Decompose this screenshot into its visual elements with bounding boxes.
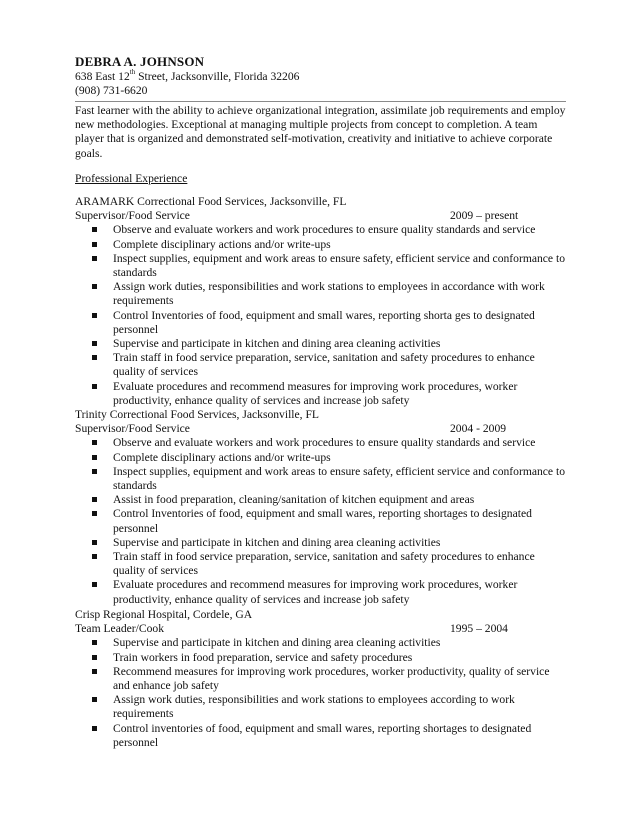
duty-item (75, 280, 566, 308)
duty-item (75, 436, 566, 450)
duty-item (75, 309, 566, 337)
duty-item (75, 380, 566, 408)
duty-item (75, 351, 566, 379)
job-company: ARAMARK Correctional Food Services, Jacksonville, FL (75, 195, 347, 208)
job-company: Trinity Correctional Food Services, Jacksonville, FL (75, 408, 319, 421)
square-bullet-icon (92, 669, 97, 674)
job-title-row (75, 422, 566, 436)
address-ordinal-suffix: th (129, 68, 136, 77)
duty-item (75, 252, 566, 280)
duty-item (75, 337, 566, 351)
section-heading: Professional Experience (75, 172, 188, 185)
square-bullet-icon (92, 497, 97, 502)
duty-item (75, 507, 566, 535)
duty-text: Assign work duties, responsibilities and work stations to employees according to work requirements (113, 693, 515, 721)
duty-text: Observe and evaluate workers and work procedures to ensure quality standards and service (113, 223, 536, 237)
duty-text: Complete disciplinary actions and/or write-ups (113, 450, 331, 464)
duty-item (75, 465, 566, 493)
square-bullet-icon (92, 697, 97, 702)
duty-list (75, 636, 566, 750)
summary-paragraph: Fast learner with the ability to achieve organizational integration, assimilate job requirements and employ new methodologies. Exceptional at managing multiple projects from concept to completion. A team player that is organized and demonstrated self-motivation, creativity and initiative to achieve corporate goals. (75, 104, 566, 160)
square-bullet-icon (92, 227, 97, 232)
job-company: Crisp Regional Hospital, Cordele, GA (75, 608, 253, 621)
job-dates: 2009 – present (450, 209, 519, 223)
job-entry (75, 608, 566, 750)
job-title: Supervisor/Food Service (75, 422, 190, 436)
duty-text: Inspect supplies, equipment and work areas to ensure safety, efficient service and conformance to standards (113, 251, 565, 279)
job-entry (75, 195, 566, 408)
duty-text: Supervise and participate in kitchen and dining area cleaning activities (113, 636, 441, 650)
duty-item (75, 665, 566, 693)
square-bullet-icon (92, 341, 97, 346)
square-bullet-icon (92, 655, 97, 660)
duty-text: Supervise and participate in kitchen and dining area cleaning activities (113, 337, 441, 351)
duty-text: Train staff in food service preparation, service, sanitation and safety procedures to enhance quality of services (113, 550, 535, 578)
duty-text: Evaluate procedures and recommend measures for improving work procedures, worker productivity, enhance quality of services and increase job safety (113, 578, 518, 606)
square-bullet-icon (92, 355, 97, 360)
duty-item (75, 238, 566, 252)
job-entry (75, 408, 566, 607)
job-dates: 2004 - 2009 (450, 422, 507, 436)
duty-item (75, 536, 566, 550)
duty-list (75, 436, 566, 606)
header-divider (75, 101, 566, 102)
square-bullet-icon (92, 469, 97, 474)
square-bullet-icon (92, 726, 97, 731)
square-bullet-icon (92, 242, 97, 247)
duty-text: Control Inventories of food, equipment and small wares, reporting shortages to designated personnel (113, 507, 532, 535)
duty-text: Inspect supplies, equipment and work areas to ensure safety, efficient service and conformance to standards (113, 464, 565, 492)
duty-item (75, 493, 566, 507)
duty-text: Control Inventories of food, equipment and small wares, reporting shorta ges to designated personnel (113, 308, 535, 336)
square-bullet-icon (92, 384, 97, 389)
square-bullet-icon (92, 640, 97, 645)
job-title: Team Leader/Cook (75, 622, 165, 636)
square-bullet-icon (92, 256, 97, 261)
duty-item (75, 223, 566, 237)
square-bullet-icon (92, 554, 97, 559)
duty-item (75, 636, 566, 650)
duty-text: Train staff in food service preparation, service, sanitation and safety procedures to enhance quality of services (113, 351, 535, 379)
duty-text: Assign work duties, responsibilities and work stations to employees in accordance with work requirements (113, 280, 545, 308)
job-dates: 1995 – 2004 (450, 622, 508, 636)
job-title: Supervisor/Food Service (75, 209, 190, 223)
square-bullet-icon (92, 511, 97, 516)
duty-text: Assist in food preparation, cleaning/sanitation of kitchen equipment and areas (113, 493, 475, 507)
duty-text: Complete disciplinary actions and/or write-ups (113, 237, 331, 251)
duty-item (75, 578, 566, 606)
address-line (75, 70, 299, 84)
duty-text: Observe and evaluate workers and work procedures to ensure quality standards and service (113, 436, 536, 450)
duty-item (75, 550, 566, 578)
phone-number: (908) 731-6620 (75, 84, 148, 97)
duty-text: Recommend measures for improving work procedures, worker productivity, quality of service and enhance job safety (113, 664, 550, 692)
square-bullet-icon (92, 284, 97, 289)
square-bullet-icon (92, 440, 97, 445)
duty-text: Supervise and participate in kitchen and dining area cleaning activities (113, 535, 441, 549)
square-bullet-icon (92, 540, 97, 545)
square-bullet-icon (92, 455, 97, 460)
duty-text: Train workers in food preparation, service and safety procedures (113, 650, 413, 664)
square-bullet-icon (92, 313, 97, 318)
duty-item (75, 722, 566, 750)
duty-list (75, 223, 566, 408)
duty-text: Control inventories of food, equipment and small wares, reporting shortages to designated personnel (113, 721, 532, 749)
duty-item (75, 451, 566, 465)
square-bullet-icon (92, 582, 97, 587)
address-city-state: Street, Jacksonville, Florida 32206 (135, 70, 300, 83)
candidate-name: DEBRA A. JOHNSON (75, 54, 205, 69)
job-title-row (75, 209, 566, 223)
duty-item (75, 651, 566, 665)
address-street: 638 East 12 (75, 70, 130, 83)
job-title-row (75, 622, 566, 636)
duty-item (75, 693, 566, 721)
duty-text: Evaluate procedures and recommend measures for improving work procedures, worker productivity, enhance quality of services and increase job safety (113, 379, 518, 407)
